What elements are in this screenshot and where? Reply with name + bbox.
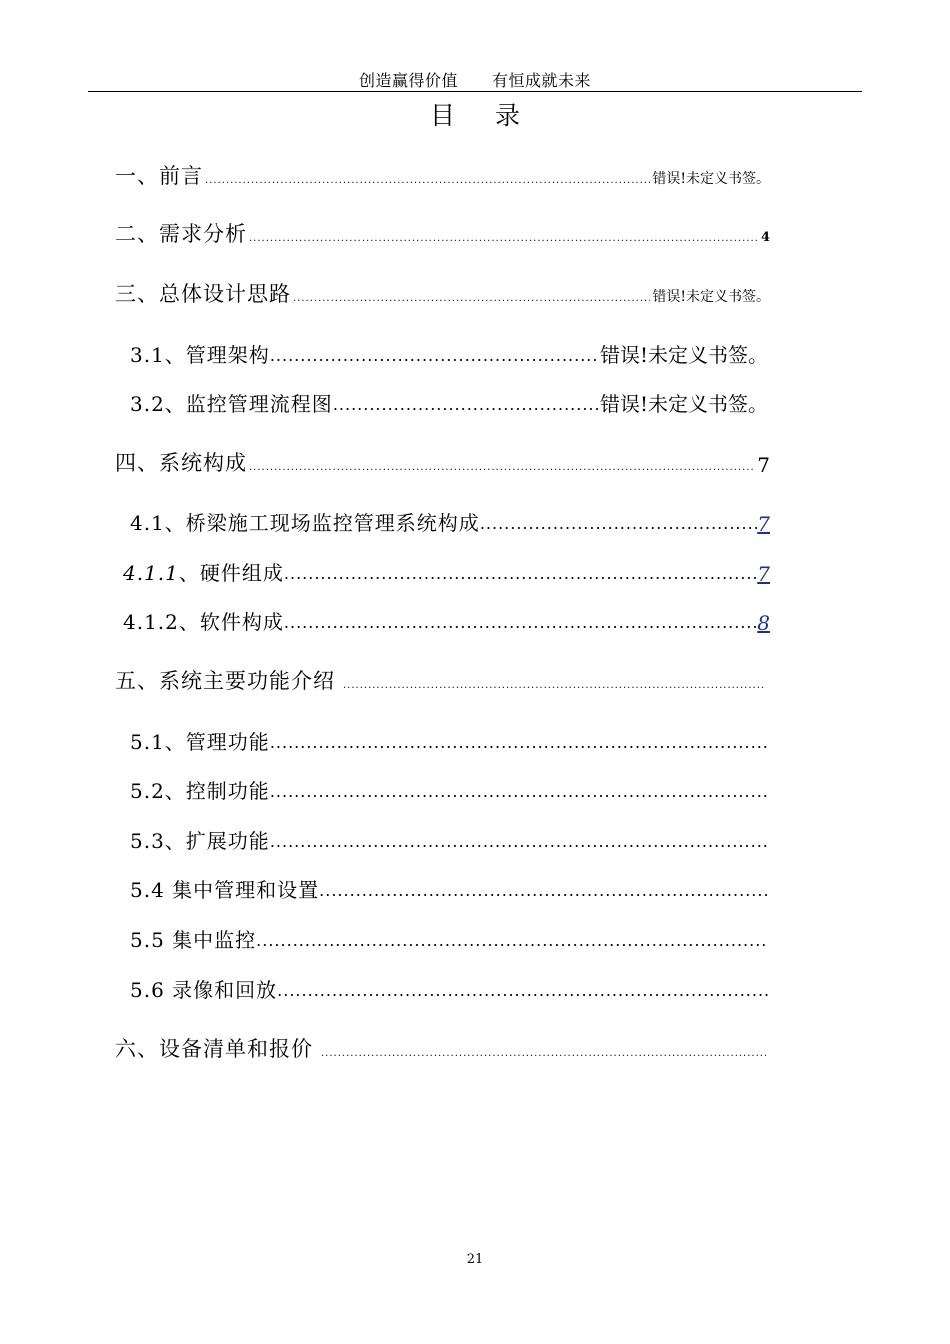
toc-section-title: 、硬件组成 <box>178 561 284 585</box>
toc-page-ref: 错误!未定义书签。 <box>652 171 770 187</box>
toc-entry-bridge-site-system[interactable]: 4.1、桥梁施工现场监控管理系统构成 ..... 7 <box>130 506 770 536</box>
toc-title: 目 录 <box>429 101 521 130</box>
toc-entry-management-architecture[interactable]: 3.1、管理架构 ..... 错误!未定义书签。 <box>130 338 768 368</box>
leader-dots <box>270 733 768 752</box>
toc-page-link[interactable]: 8 <box>757 611 770 635</box>
header-slogan-left: 创造赢得价值 <box>358 71 458 90</box>
leader-dots <box>270 832 768 851</box>
toc-page-ref: 错误!未定义书签。 <box>599 392 768 416</box>
toc-entry-recording-playback[interactable]: 5.6 录像和回放 ..... <box>130 973 768 1003</box>
toc-page-link[interactable]: 7 <box>757 562 770 586</box>
leader-dots <box>293 293 650 304</box>
page-header <box>0 68 950 91</box>
leader-dots <box>205 175 650 186</box>
leader-dots <box>256 931 768 950</box>
leader-dots <box>480 514 757 533</box>
toc-entry-software[interactable]: 4.1.2、软件构成 ..... 8 <box>123 605 770 635</box>
leader-dots <box>277 981 768 1000</box>
toc-entry-system-composition[interactable]: 四、系统构成 ..... 7 <box>115 447 770 477</box>
leader-dots <box>284 564 757 583</box>
toc-entry-equipment-list[interactable]: 六、设备清单和报价 ..... <box>115 1033 768 1063</box>
toc-page-ref: 错误!未定义书签。 <box>652 289 770 305</box>
toc-page-ref: 错误!未定义书签。 <box>599 343 768 367</box>
leader-dots <box>270 346 600 365</box>
leader-dots <box>249 462 755 473</box>
toc-entry-monitoring-flowchart[interactable]: 3.2、监控管理流程图 ..... 错误!未定义书签。 <box>130 387 768 417</box>
leader-dots <box>249 233 759 244</box>
page-number: 21 <box>466 1252 484 1267</box>
toc-entry-hardware[interactable] <box>123 556 770 586</box>
header-divider <box>88 91 862 92</box>
toc-entry-centralized-monitoring[interactable]: 5.5 集中监控 ..... <box>130 923 768 953</box>
toc-section-number: 4.1.1 <box>123 561 179 585</box>
leader-dots <box>321 1048 766 1059</box>
header-slogan-right: 有恒成就未来 <box>492 71 592 90</box>
toc-entry-control-function[interactable]: 5.2、控制功能 ..... <box>130 774 768 804</box>
toc-entry-requirements[interactable]: 二、需求分析 ..... 4 <box>115 218 770 248</box>
toc-page-link[interactable]: 7 <box>757 512 770 536</box>
toc-entry-extension-function[interactable]: 5.3、扩展功能 ..... <box>130 824 768 854</box>
leader-dots <box>333 395 600 414</box>
leader-dots <box>343 680 766 691</box>
toc-entry-main-functions[interactable]: 五、系统主要功能介绍 ..... <box>115 665 768 695</box>
leader-dots <box>284 613 757 632</box>
toc-entry-overall-design[interactable]: 三、总体设计思路 ..... 错误!未定义书签。 <box>115 278 770 308</box>
toc-entry-centralized-management[interactable]: 5.4 集中管理和设置 ..... <box>130 873 768 903</box>
leader-dots <box>270 782 768 801</box>
toc-entry-preface[interactable]: 一、前言 ..... 错误!未定义书签。 <box>115 160 770 190</box>
toc-entry-management-function[interactable]: 5.1、管理功能 ..... <box>130 725 768 755</box>
toc-page-ref: 7 <box>757 453 770 477</box>
toc-page-ref: 4 <box>760 230 770 245</box>
leader-dots <box>319 881 768 900</box>
